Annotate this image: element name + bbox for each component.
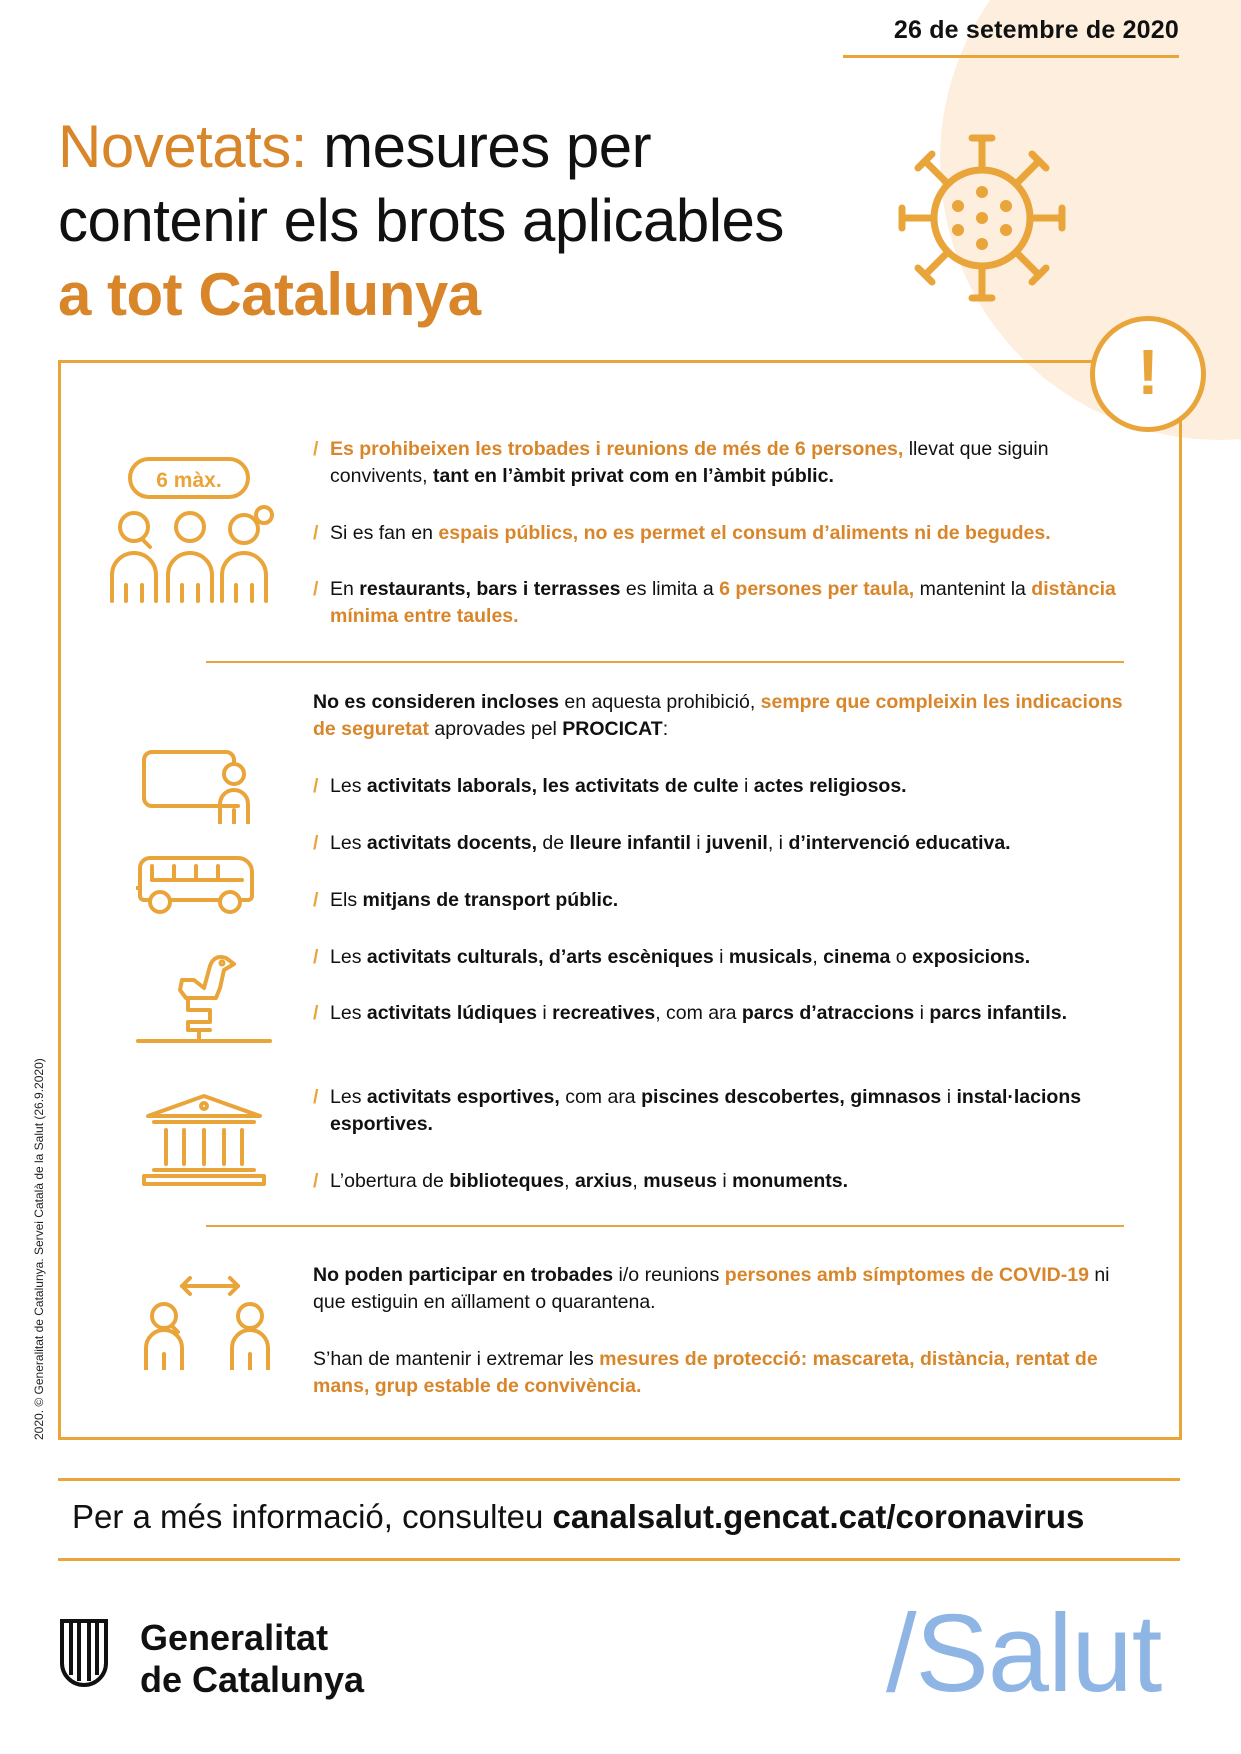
text-segment: piscines descobertes, gimnasos (641, 1086, 942, 1108)
text-segment: recreatives (552, 1002, 656, 1024)
more-info (72, 1498, 1084, 1536)
text-segment: activitats laborals, les activitats de culte (366, 775, 739, 797)
publication-date: 26 de setembre de 2020 (893, 16, 1179, 44)
exceptions-intro (313, 689, 1123, 743)
group-max-six-icon (108, 455, 278, 605)
text-segment: No es consideren incloses (313, 691, 560, 713)
text-segment: d’intervenció educativa. (788, 832, 1011, 854)
teacher-board-icon (140, 748, 260, 824)
text-segment: aprovades pel (428, 718, 563, 740)
footer-divider-top (58, 1478, 1180, 1481)
text-segment: parcs infantils. (929, 1002, 1068, 1024)
text-segment: monuments. (732, 1170, 849, 1192)
distance-people-icon (142, 1274, 272, 1370)
text-segment: activitats esportives, (366, 1086, 560, 1108)
section-divider (206, 661, 1124, 663)
title-prefix: Novetats: (58, 113, 307, 180)
text-segment: o (890, 946, 913, 968)
text-segment: distància mínima entre taules. (330, 578, 1116, 627)
text-segment: , (632, 1170, 644, 1192)
text-segment: lleure infantil (569, 832, 691, 854)
text-segment: llevat que siguin convivents, (330, 438, 1049, 487)
title-line3: a tot Catalunya (58, 261, 481, 328)
text-segment: cinema (823, 946, 891, 968)
title-line1: mesures per (306, 113, 652, 180)
text-segment: persones amb símptomes de COVID-19 (724, 1264, 1089, 1286)
exception-item-education: / Les activitats docents, de lleure infantil i juvenil, i d’intervenció educativa. (313, 832, 1011, 854)
text-segment: ni que estiguin en aïllament o quarantena. (313, 1264, 1110, 1313)
text-segment: L’obertura de (330, 1170, 450, 1192)
text-segment: i (537, 1002, 553, 1024)
text-segment: Es prohibeixen les trobades i reunions de més de 6 persones, (330, 438, 904, 460)
text-segment: , com ara (655, 1002, 742, 1024)
text-segment: espais públics, no es permet el consum d’aliments ni de begudes. (438, 522, 1051, 544)
museum-icon (140, 1090, 268, 1186)
text-segment: Les (330, 946, 367, 968)
text-segment: mitjans de transport públic. (362, 889, 619, 911)
text-segment: En (330, 578, 360, 600)
generalitat-logo-text (140, 1617, 364, 1701)
date-divider (843, 55, 1179, 58)
generalitat-line2: de Catalunya (140, 1659, 365, 1700)
text-segment: activitats culturals, d’arts escèniques (366, 946, 714, 968)
generalitat-shield-icon (58, 1617, 110, 1697)
text-segment: S’han de mantenir i extremar les (313, 1348, 600, 1370)
group-badge-label: 6 màx. (156, 469, 222, 492)
exception-item-culture: / Les activitats culturals, d’arts escèniques i musicals, cinema o exposicions. (313, 946, 1031, 968)
text-segment: en aquesta prohibició, (559, 691, 761, 713)
text-segment: mantenint la (914, 578, 1032, 600)
footer-divider-bottom (58, 1558, 1180, 1561)
text-segment: i/o reunions (613, 1264, 725, 1286)
text-segment: Les (330, 1086, 367, 1108)
text-segment: Els (330, 889, 363, 911)
text-segment: actes religiosos. (753, 775, 907, 797)
spring-rider-icon (136, 948, 272, 1044)
symptoms-note (313, 1262, 1123, 1316)
text-segment: activitats lúdiques (366, 1002, 537, 1024)
text-segment: musicals (728, 946, 813, 968)
protection-measures-note (313, 1346, 1123, 1400)
more-info-text: Per a més informació, consulteu (72, 1498, 553, 1535)
text-segment: exposicions. (912, 946, 1031, 968)
text-segment: Les (330, 775, 367, 797)
text-segment: instal·lacions esportives. (330, 1086, 1082, 1135)
text-segment: i (690, 832, 707, 854)
text-segment: PROCICAT (562, 718, 663, 740)
text-segment: i (941, 1086, 957, 1108)
text-segment: juvenil (706, 832, 768, 854)
exception-item-work-worship: / Les activitats laborals, les activitats de culte i actes religiosos. (313, 775, 907, 797)
text-segment: de (537, 832, 570, 854)
exception-item-sports: / Les activitats esportives, com ara piscines descobertes, gimnasos i instal·lacions esportives. (313, 1086, 1082, 1135)
text-segment: activitats docents, (366, 832, 537, 854)
text-segment: , (564, 1170, 575, 1192)
text-segment: , i (767, 832, 789, 854)
text-segment: sempre que compleixin les indicacions de seguretat (313, 691, 1123, 740)
exception-item-libraries: / L’obertura de biblioteques, arxius, museus i monuments. (313, 1170, 849, 1192)
text-segment: arxius (574, 1170, 633, 1192)
more-info-link[interactable]: canalsalut.gencat.cat/coronavirus (552, 1498, 1085, 1535)
text-segment: , (812, 946, 824, 968)
text-segment: tant en l’àmbit privat com en l’àmbit públic. (432, 465, 834, 487)
section-divider (206, 1225, 1124, 1227)
text-segment: restaurants, bars i terrasses (359, 578, 621, 600)
bus-icon (136, 854, 260, 916)
text-segment: Les (330, 1002, 367, 1024)
exception-item-leisure: / Les activitats lúdiques i recreatives, com ara parcs d’atraccions i parcs infantils. (313, 1002, 1068, 1024)
virus-icon (892, 128, 1072, 308)
text-segment: 6 persones per taula, (719, 578, 915, 600)
page-title (58, 110, 784, 332)
text-segment: mesures de protecció: mascareta, distància, rentat de mans, grup estable de convivència. (313, 1348, 1098, 1397)
text-segment: Les (330, 832, 367, 854)
text-segment: i (914, 1002, 930, 1024)
alert-icon: ! (1090, 316, 1206, 432)
text-segment: Si es fan en (330, 522, 439, 544)
text-segment: com ara (559, 1086, 642, 1108)
rule-item-restaurants: / En restaurants, bars i terrasses es limita a 6 persones per taula, mantenint la distància mínima entre taules. (313, 578, 1116, 627)
exception-item-transport: / Els mitjans de transport públic. (313, 889, 619, 911)
copyright-notice: 2020. © Generalitat de Catalunya. Servei Català de la Salut (26.9.2020) (32, 1058, 46, 1440)
text-segment: i (738, 775, 754, 797)
text-segment: : (662, 718, 669, 740)
text-segment: parcs d’atraccions (741, 1002, 915, 1024)
text-segment: museus (643, 1170, 717, 1192)
salut-logo: /Salut (886, 1592, 1162, 1715)
rule-item-public-spaces: / Si es fan en espais públics, no es permet el consum d’aliments ni de begudes. (313, 522, 1051, 544)
text-segment: biblioteques (449, 1170, 565, 1192)
text-segment: i (716, 1170, 733, 1192)
text-segment: es limita a (620, 578, 720, 600)
generalitat-line1: Generalitat (140, 1617, 329, 1658)
title-line2: contenir els brots aplicables (58, 187, 784, 254)
text-segment: No poden participar en trobades (313, 1264, 614, 1286)
text-segment: i (713, 946, 729, 968)
rule-item-gatherings: / Es prohibeixen les trobades i reunions de més de 6 persones, llevat que siguin convivents, tant en l’àmbit privat com en l’àmbit públic. (313, 438, 1049, 487)
